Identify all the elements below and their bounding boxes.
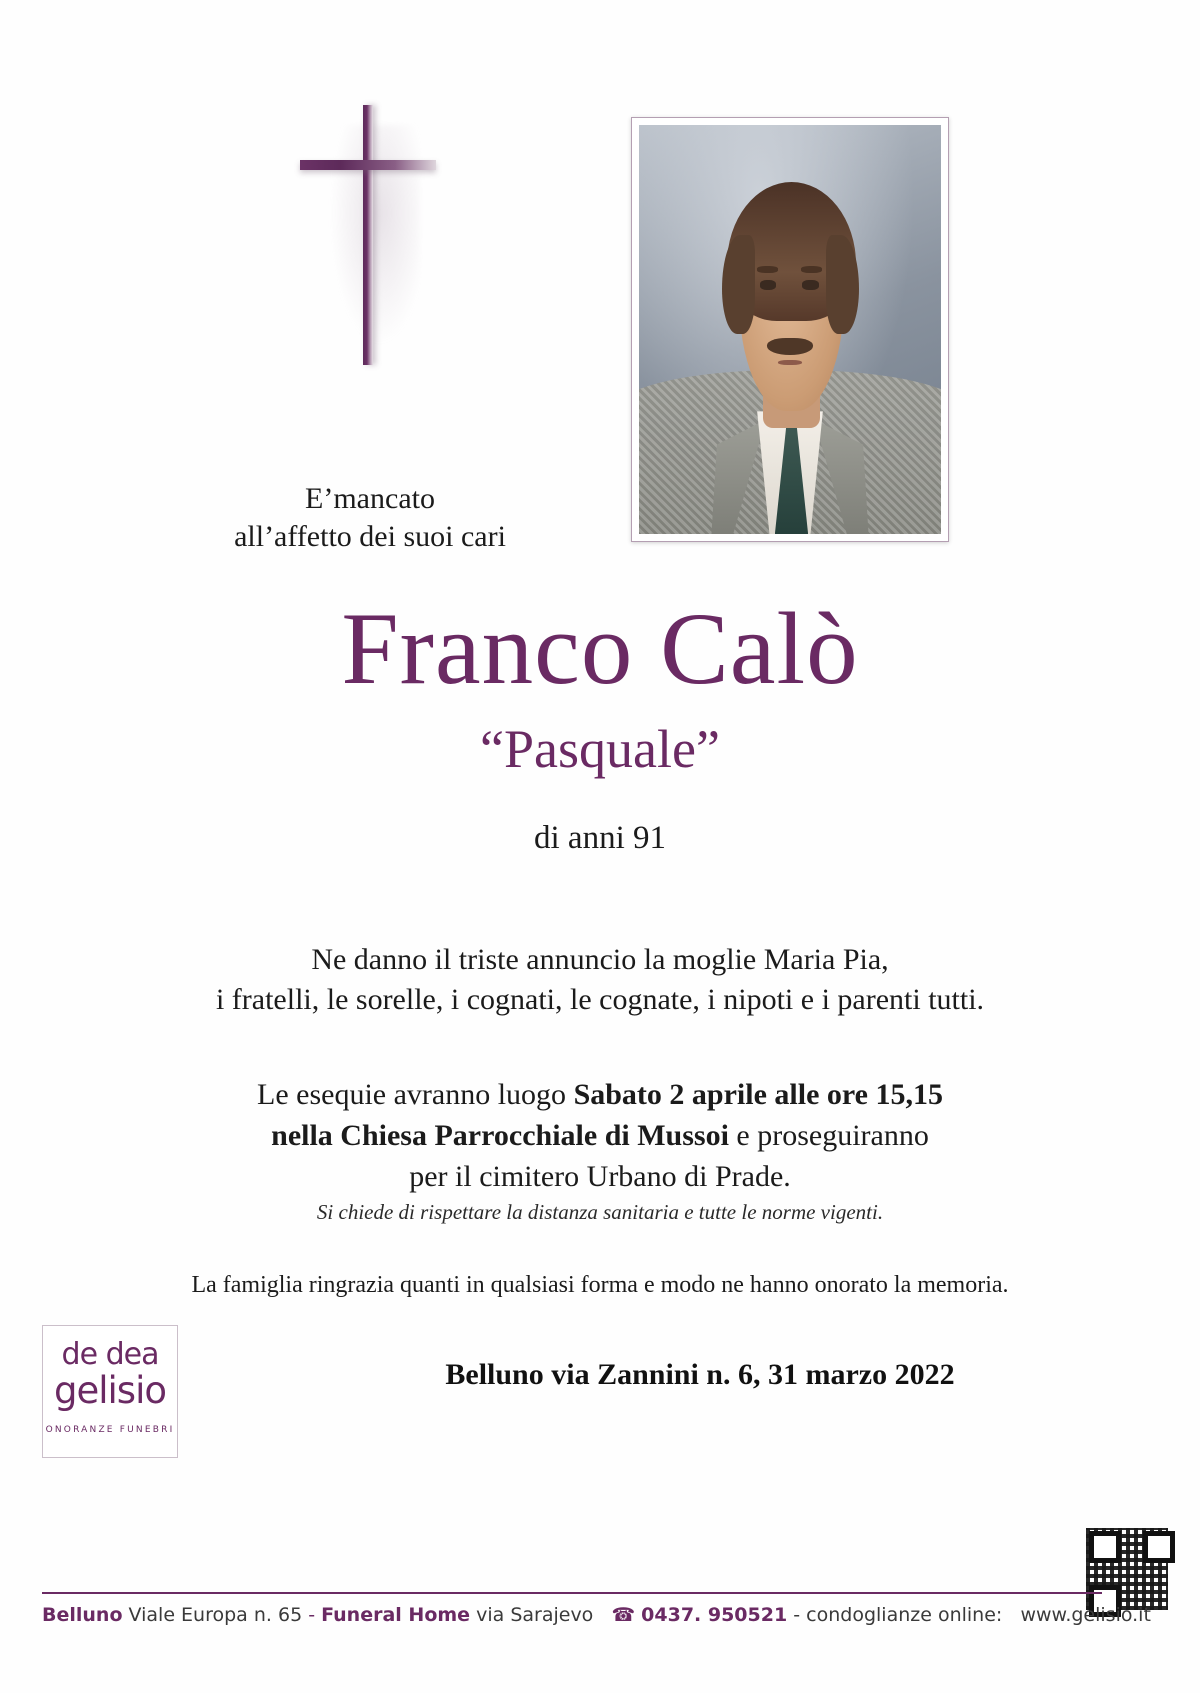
- footer-branch: Funeral Home: [321, 1604, 471, 1626]
- qr-finder-top-left: [1089, 1531, 1121, 1563]
- announcement-line-1: Ne danno il triste annuncio la moglie Maria Pia,: [311, 943, 889, 976]
- deceased-nickname: “Pasquale”: [480, 719, 720, 779]
- intro-text: [150, 480, 590, 557]
- logo-line-2: gelisio: [53, 1369, 166, 1412]
- service-line-1: [0, 1075, 1200, 1116]
- portrait-eye-left: [760, 280, 777, 290]
- funeral-home-logo: [42, 1325, 178, 1458]
- footer-contact-bar: [42, 1604, 1151, 1626]
- footer-divider: [42, 1592, 1102, 1594]
- announcement-text: [0, 940, 1200, 1019]
- intro-line-1: E’mancato: [305, 482, 435, 515]
- footer-separator: -: [308, 1604, 316, 1626]
- qr-finder-top-right: [1143, 1531, 1175, 1563]
- footer-address: Viale Europa n. 65: [128, 1604, 303, 1626]
- portrait-moustache: [767, 338, 812, 355]
- logo-tagline: ONORANZE FUNEBRI: [45, 1425, 175, 1435]
- phone-icon: ☎: [611, 1604, 636, 1626]
- place-and-date: Belluno via Zannini n. 6, 31 marzo 2022: [445, 1358, 955, 1391]
- cross-icon: [290, 105, 450, 365]
- service-line-3: per il cimitero Urbano di Prade.: [409, 1159, 791, 1193]
- footer-phone[interactable]: 0437. 950521: [641, 1604, 788, 1626]
- intro-line-2: all’affetto dei suoi cari: [234, 520, 506, 554]
- logo-line-1: de dea: [61, 1337, 159, 1372]
- cross-vertical-bar: [363, 105, 373, 365]
- cross-glow: [330, 125, 420, 345]
- deceased-portrait: [639, 125, 941, 534]
- portrait-eyebrow-left: [757, 266, 778, 273]
- service-line-2: [0, 1116, 1200, 1157]
- footer-condolences-label: condoglianze online:: [806, 1604, 1003, 1626]
- deceased-name: Franco Calò: [341, 592, 859, 706]
- service-datetime: Sabato 2 aprile alle ore 15,15: [573, 1078, 943, 1111]
- deceased-age: di anni 91: [534, 820, 666, 856]
- service-line-1-prefix: Le esequie avranno luogo: [257, 1078, 574, 1111]
- health-notice: Si chiede di rispettare la distanza sanitaria e tutte le norme vigenti.: [316, 1200, 884, 1224]
- service-line-2-suffix: e proseguiranno: [728, 1118, 929, 1152]
- family-thanks: La famiglia ringrazia quanti in qualsiasi forma e modo ne hanno onorato la memoria.: [191, 1272, 1009, 1298]
- footer-dash: -: [793, 1604, 801, 1626]
- portrait-eye-right: [802, 280, 819, 290]
- portrait-hair-left: [722, 235, 755, 333]
- portrait-eyebrow-right: [801, 266, 822, 273]
- portrait-frame: [631, 117, 949, 542]
- footer-branch-address: via Sarajevo: [476, 1604, 594, 1626]
- service-details: [0, 1075, 1200, 1197]
- cross-horizontal-bar: [300, 160, 436, 170]
- footer-website[interactable]: www.gelisio.it: [1020, 1604, 1151, 1626]
- footer-city: Belluno: [42, 1604, 123, 1626]
- announcement-line-2: i fratelli, le sorelle, i cognati, le cognate, i nipoti e i parenti tutti.: [215, 982, 985, 1016]
- service-church: nella Chiesa Parrocchiale di Mussoi: [271, 1118, 729, 1152]
